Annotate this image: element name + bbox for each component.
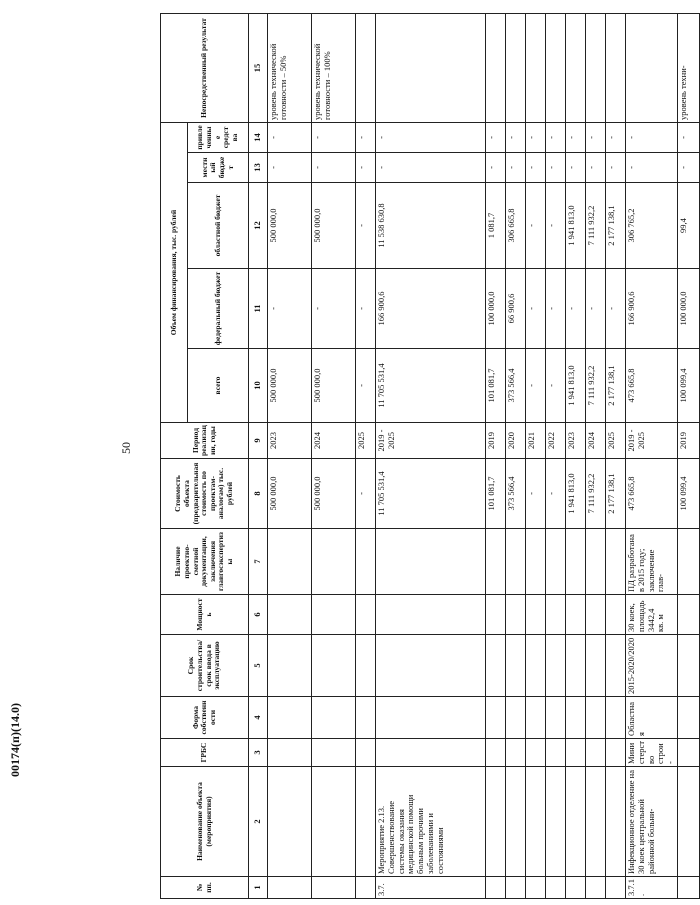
cell-no [546, 877, 566, 899]
cell-regional: - [546, 183, 566, 269]
cell-no [678, 877, 700, 899]
cell-name [312, 767, 356, 877]
header-regional: областной бюджет [188, 183, 249, 269]
cell-period: 2023 [566, 423, 586, 459]
cell-grbs: Министерство строи- [626, 739, 678, 767]
cell-docs [678, 529, 700, 595]
cell-name [606, 767, 626, 877]
cell-capacity: 30 коек, площадь 3442,4 кв. м [626, 595, 678, 635]
cell-cost: 101 081,7 [486, 459, 506, 529]
cell-period: 2024 [586, 423, 606, 459]
col-number: 14 [249, 123, 268, 153]
cell-capacity [376, 595, 486, 635]
col-number: 10 [249, 349, 268, 423]
cell-result: уровень технической готовности – 50% [268, 14, 312, 123]
col-number: 6 [249, 595, 268, 635]
cell-regional: 1 941 813,0 [566, 183, 586, 269]
cell-regional: 2 177 138,1 [606, 183, 626, 269]
cell-term [606, 635, 626, 697]
col-number: 8 [249, 459, 268, 529]
cell-docs [566, 529, 586, 595]
cell-name [268, 767, 312, 877]
cell-total: 7 111 932,2 [586, 349, 606, 423]
cell-total: 2 177 138,1 [606, 349, 626, 423]
cell-capacity [606, 595, 626, 635]
cell-cost: 500 000,0 [268, 459, 312, 529]
cell-result [356, 14, 376, 123]
cell-regional: 500 000,0 [268, 183, 312, 269]
cell-period: 2021 [526, 423, 546, 459]
cell-result: уровень техни- [678, 14, 700, 123]
cell-capacity [268, 595, 312, 635]
cell-federal: 166 900,6 [376, 269, 486, 349]
table-row [526, 14, 546, 899]
cell-cost: - [546, 459, 566, 529]
document-code: 00174(п)(14.0) [8, 703, 22, 777]
cell-form [356, 697, 376, 739]
header-docs: Наличие проектно-сметной документации, заключения главгосэкспертизы [161, 529, 249, 595]
cell-local: - [606, 153, 626, 183]
col-number: 13 [249, 153, 268, 183]
cell-other: - [566, 123, 586, 153]
cell-result [506, 14, 526, 123]
cell-grbs [586, 739, 606, 767]
cell-local: - [376, 153, 486, 183]
cell-result [606, 14, 626, 123]
col-number: 11 [249, 269, 268, 349]
cell-form [376, 697, 486, 739]
cell-period: 2025 [356, 423, 376, 459]
cell-form [526, 697, 546, 739]
cell-local: - [586, 153, 606, 183]
cell-form [486, 697, 506, 739]
cell-docs [606, 529, 626, 595]
cell-name: Инфекционное отделение на 30 коек центральной районной больни- [626, 767, 678, 877]
header-form: Форма собственности [161, 697, 249, 739]
cell-regional: 1 081,7 [486, 183, 506, 269]
cell-period: 2023 [268, 423, 312, 459]
cell-docs [506, 529, 526, 595]
cell-cost: 500 000,0 [312, 459, 356, 529]
cell-name [566, 767, 586, 877]
column-numbers-row [249, 14, 268, 899]
table-body [268, 14, 700, 899]
cell-docs [312, 529, 356, 595]
table-row [626, 14, 678, 899]
col-number: 1 [249, 877, 268, 899]
cell-grbs [486, 739, 506, 767]
cell-other: - [486, 123, 506, 153]
cell-no [312, 877, 356, 899]
cell-total: 500 000,0 [268, 349, 312, 423]
cell-docs [546, 529, 566, 595]
cell-capacity [678, 595, 700, 635]
cell-result [486, 14, 506, 123]
cell-docs [486, 529, 506, 595]
cell-federal: - [606, 269, 626, 349]
cell-federal: - [526, 269, 546, 349]
cell-regional: 306 765,2 [626, 183, 678, 269]
cell-grbs [546, 739, 566, 767]
cell-local: - [268, 153, 312, 183]
cell-no [506, 877, 526, 899]
cell-result [376, 14, 486, 123]
cell-federal: - [566, 269, 586, 349]
cell-form [586, 697, 606, 739]
cell-other: - [678, 123, 700, 153]
cell-result [546, 14, 566, 123]
cell-grbs [268, 739, 312, 767]
cell-form [606, 697, 626, 739]
col-number: 7 [249, 529, 268, 595]
cell-federal: - [312, 269, 356, 349]
cell-docs [586, 529, 606, 595]
cell-capacity [526, 595, 546, 635]
table-row [546, 14, 566, 899]
cell-docs [268, 529, 312, 595]
cell-other: - [356, 123, 376, 153]
cell-period: 2020 [506, 423, 526, 459]
cell-period: 2019 [486, 423, 506, 459]
cell-name [586, 767, 606, 877]
col-number: 12 [249, 183, 268, 269]
cell-no [526, 877, 546, 899]
cell-result [566, 14, 586, 123]
cell-grbs [606, 739, 626, 767]
cell-docs [356, 529, 376, 595]
cell-no: 3.7.1. [626, 877, 678, 899]
rotated-table-wrapper [160, 14, 688, 899]
table-row [586, 14, 606, 899]
cell-form [546, 697, 566, 739]
cell-period: 2019 [678, 423, 700, 459]
cell-term [546, 635, 566, 697]
cell-total: 373 566,4 [506, 349, 526, 423]
cell-other: - [312, 123, 356, 153]
cell-form [312, 697, 356, 739]
cell-name: Мероприятие 2.13. Совершенствование системы оказания медицинской помощи больным прочими заболеваниями и состояниями [376, 767, 486, 877]
col-number: 15 [249, 14, 268, 123]
cell-no [486, 877, 506, 899]
table-row [606, 14, 626, 899]
cell-term [356, 635, 376, 697]
cell-other: - [606, 123, 626, 153]
cell-cost: 7 111 932,2 [586, 459, 606, 529]
cell-total: - [526, 349, 546, 423]
cell-capacity [356, 595, 376, 635]
cell-docs [526, 529, 546, 595]
cell-other: - [376, 123, 486, 153]
cell-name [526, 767, 546, 877]
header-funding: Объем финансирования, тыс. рублей [161, 123, 188, 423]
cell-total: - [356, 349, 376, 423]
cell-cost: - [526, 459, 546, 529]
cell-no [586, 877, 606, 899]
header-result: Непосредственный результат [161, 14, 249, 123]
cell-period: 2022 [546, 423, 566, 459]
col-number: 5 [249, 635, 268, 697]
cell-cost: 473 665,8 [626, 459, 678, 529]
cell-period: 2025 [606, 423, 626, 459]
cell-federal: 100 000,0 [678, 269, 700, 349]
table-row [486, 14, 506, 899]
header-name: Наименование объекта (мероприятия) [161, 767, 249, 877]
page-number: 50 [119, 442, 133, 454]
cell-local: - [506, 153, 526, 183]
cell-regional: 7 111 932,2 [586, 183, 606, 269]
cell-term [678, 635, 700, 697]
cell-docs: ПД разработана в 2015 году; заключение глав- [626, 529, 678, 595]
header-local: местный бюджет [188, 153, 249, 183]
cell-total: - [546, 349, 566, 423]
cell-name [546, 767, 566, 877]
table-row [566, 14, 586, 899]
cell-term [526, 635, 546, 697]
cell-grbs [376, 739, 486, 767]
header-cost: Стоимость объекта (предварительная стоимость по проектам-аналогам) тыс. рублей [161, 459, 249, 529]
col-number: 3 [249, 739, 268, 767]
cell-grbs [678, 739, 700, 767]
cell-form [566, 697, 586, 739]
cell-regional: - [526, 183, 546, 269]
cell-grbs [506, 739, 526, 767]
cell-cost: 373 566,4 [506, 459, 526, 529]
cell-capacity [312, 595, 356, 635]
cell-capacity [566, 595, 586, 635]
financing-table [160, 13, 700, 899]
cell-regional: 11 538 630,8 [376, 183, 486, 269]
cell-local: - [486, 153, 506, 183]
cell-term [268, 635, 312, 697]
cell-grbs [566, 739, 586, 767]
cell-no [606, 877, 626, 899]
cell-period: 2019 - 2025 [376, 423, 486, 459]
cell-federal: - [356, 269, 376, 349]
cell-cost: 1 941 813,0 [566, 459, 586, 529]
cell-no [356, 877, 376, 899]
cell-regional: - [356, 183, 376, 269]
header-grbs: ГРБС [161, 739, 249, 767]
cell-no [566, 877, 586, 899]
cell-other: - [626, 123, 678, 153]
cell-name [678, 767, 700, 877]
table-row [356, 14, 376, 899]
cell-result: уровень технической готовности – 100% [312, 14, 356, 123]
cell-local: - [356, 153, 376, 183]
header-total: всего [188, 349, 249, 423]
cell-term [486, 635, 506, 697]
cell-federal: 66 900,6 [506, 269, 526, 349]
cell-capacity [586, 595, 606, 635]
cell-term: 2015-2020/2020 [626, 635, 678, 697]
col-number: 2 [249, 767, 268, 877]
cell-federal: - [546, 269, 566, 349]
cell-grbs [526, 739, 546, 767]
cell-form: Областная [626, 697, 678, 739]
header-capacity: Мощность [161, 595, 249, 635]
cell-capacity [486, 595, 506, 635]
cell-capacity [546, 595, 566, 635]
cell-grbs [312, 739, 356, 767]
cell-result [586, 14, 606, 123]
cell-name [506, 767, 526, 877]
header-period: Период реализации, годы [161, 423, 249, 459]
table-row [678, 14, 700, 899]
col-number: 9 [249, 423, 268, 459]
cell-cost: 11 705 531,4 [376, 459, 486, 529]
header-no: № пп. [161, 877, 249, 899]
cell-local: - [546, 153, 566, 183]
cell-local: - [626, 153, 678, 183]
cell-form [678, 697, 700, 739]
cell-term [376, 635, 486, 697]
cell-no: 3.7. [376, 877, 486, 899]
cell-regional: 500 000,0 [312, 183, 356, 269]
cell-period: 2024 [312, 423, 356, 459]
table-row [312, 14, 356, 899]
cell-cost: 2 177 138,1 [606, 459, 626, 529]
cell-other: - [506, 123, 526, 153]
table-row [506, 14, 526, 899]
cell-regional: 99,4 [678, 183, 700, 269]
cell-total: 100 099,4 [678, 349, 700, 423]
cell-form [506, 697, 526, 739]
cell-other: - [586, 123, 606, 153]
cell-federal: 100 000,0 [486, 269, 506, 349]
cell-other: - [268, 123, 312, 153]
table-row [268, 14, 312, 899]
header-term: Срок строительства/срок ввода в эксплуатацию [161, 635, 249, 697]
cell-local: - [678, 153, 700, 183]
col-number: 4 [249, 697, 268, 739]
cell-federal: - [586, 269, 606, 349]
cell-form [268, 697, 312, 739]
cell-term [506, 635, 526, 697]
cell-result [526, 14, 546, 123]
cell-total: 11 705 531,4 [376, 349, 486, 423]
cell-federal: 166 900,6 [626, 269, 678, 349]
cell-cost: 100 099,4 [678, 459, 700, 529]
header-other: привлеченные средства [188, 123, 249, 153]
cell-no [268, 877, 312, 899]
cell-other: - [546, 123, 566, 153]
cell-capacity [506, 595, 526, 635]
cell-local: - [566, 153, 586, 183]
cell-result [626, 14, 678, 123]
cell-total: 101 081,7 [486, 349, 506, 423]
cell-name [486, 767, 506, 877]
cell-federal: - [268, 269, 312, 349]
cell-term [312, 635, 356, 697]
cell-total: 500 000,0 [312, 349, 356, 423]
cell-name [356, 767, 376, 877]
cell-period: 2019 - 2025 [626, 423, 678, 459]
cell-total: 1 941 813,0 [566, 349, 586, 423]
cell-local: - [312, 153, 356, 183]
cell-local: - [526, 153, 546, 183]
cell-cost: - [356, 459, 376, 529]
header-federal: федеральный бюджет [188, 269, 249, 349]
cell-total: 473 665,8 [626, 349, 678, 423]
cell-grbs [356, 739, 376, 767]
document-sheet [160, 14, 688, 899]
cell-regional: 306 665,8 [506, 183, 526, 269]
cell-term [586, 635, 606, 697]
cell-other: - [526, 123, 546, 153]
table-row [376, 14, 486, 899]
cell-term [566, 635, 586, 697]
cell-docs [376, 529, 486, 595]
